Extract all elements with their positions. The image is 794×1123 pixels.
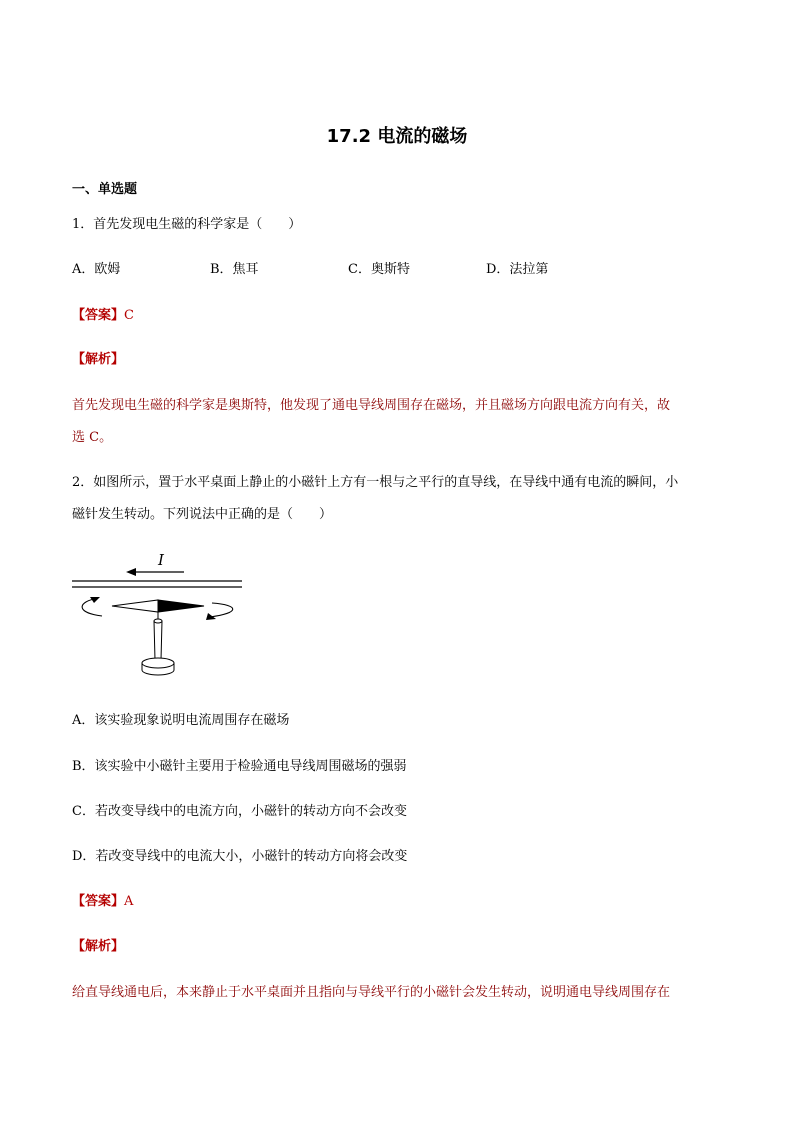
q2-answer bbox=[72, 886, 726, 918]
current-label: I bbox=[158, 551, 164, 569]
q2-option-c: C．若改变导线中的电流方向，小磁针的转动方向不会改变 bbox=[72, 804, 407, 819]
q2-stem-line2: 磁针发生转动。下列说法中正确的是（ ） bbox=[72, 507, 333, 522]
q1-stem: 1．首先发现电生磁的科学家是（ ） bbox=[72, 217, 302, 232]
q1-answer bbox=[72, 300, 726, 332]
q1-analysis-label bbox=[72, 344, 726, 376]
q1-option-d: D．法拉第 bbox=[486, 262, 549, 277]
page-title: 17.2 电流的磁场 bbox=[326, 126, 468, 147]
q2-analysis-label bbox=[72, 931, 726, 963]
q1-option-b: B．焦耳 bbox=[210, 262, 259, 277]
section-heading: 一、单选题 bbox=[72, 182, 138, 197]
answer-label: 【答案】 bbox=[72, 308, 125, 323]
compass-needle-icon bbox=[112, 600, 158, 612]
answer-value: A bbox=[124, 894, 134, 909]
rotation-arrow-icon bbox=[82, 599, 102, 616]
analysis-label: 【解析】 bbox=[72, 939, 125, 954]
q2-option-d: D．若改变导线中的电流大小，小磁针的转动方向将会改变 bbox=[72, 849, 408, 864]
q1-options bbox=[72, 254, 726, 286]
answer-value: C bbox=[124, 308, 134, 323]
q1-analysis-line2: 选 C。 bbox=[72, 430, 113, 445]
q2-stem-line1: 2．如图所示，置于水平桌面上静止的小磁针上方有一根与之平行的直导线，在导线中通有电流的瞬间，小 bbox=[72, 475, 679, 490]
q2-option-a: A．该实验现象说明电流周围存在磁场 bbox=[72, 713, 290, 728]
answer-label: 【答案】 bbox=[72, 894, 125, 909]
analysis-label: 【解析】 bbox=[72, 352, 125, 367]
q1-analysis-line1: 首先发现电生磁的科学家是奥斯特，他发现了通电导线周围存在磁场，并且磁场方向跟电流方向有关，故 bbox=[72, 398, 671, 413]
q2-analysis-line1: 给直导线通电后，本来静止于水平桌面并且指向与导线平行的小磁针会发生转动，说明通电导线周围存在 bbox=[72, 985, 671, 1000]
compass-wire-figure bbox=[72, 547, 244, 687]
q1-option-a: A．欧姆 bbox=[72, 262, 121, 277]
q2-option-b: B．该实验中小磁针主要用于检验通电导线周围磁场的强弱 bbox=[72, 759, 407, 774]
q1-option-c: C．奥斯特 bbox=[348, 262, 410, 277]
